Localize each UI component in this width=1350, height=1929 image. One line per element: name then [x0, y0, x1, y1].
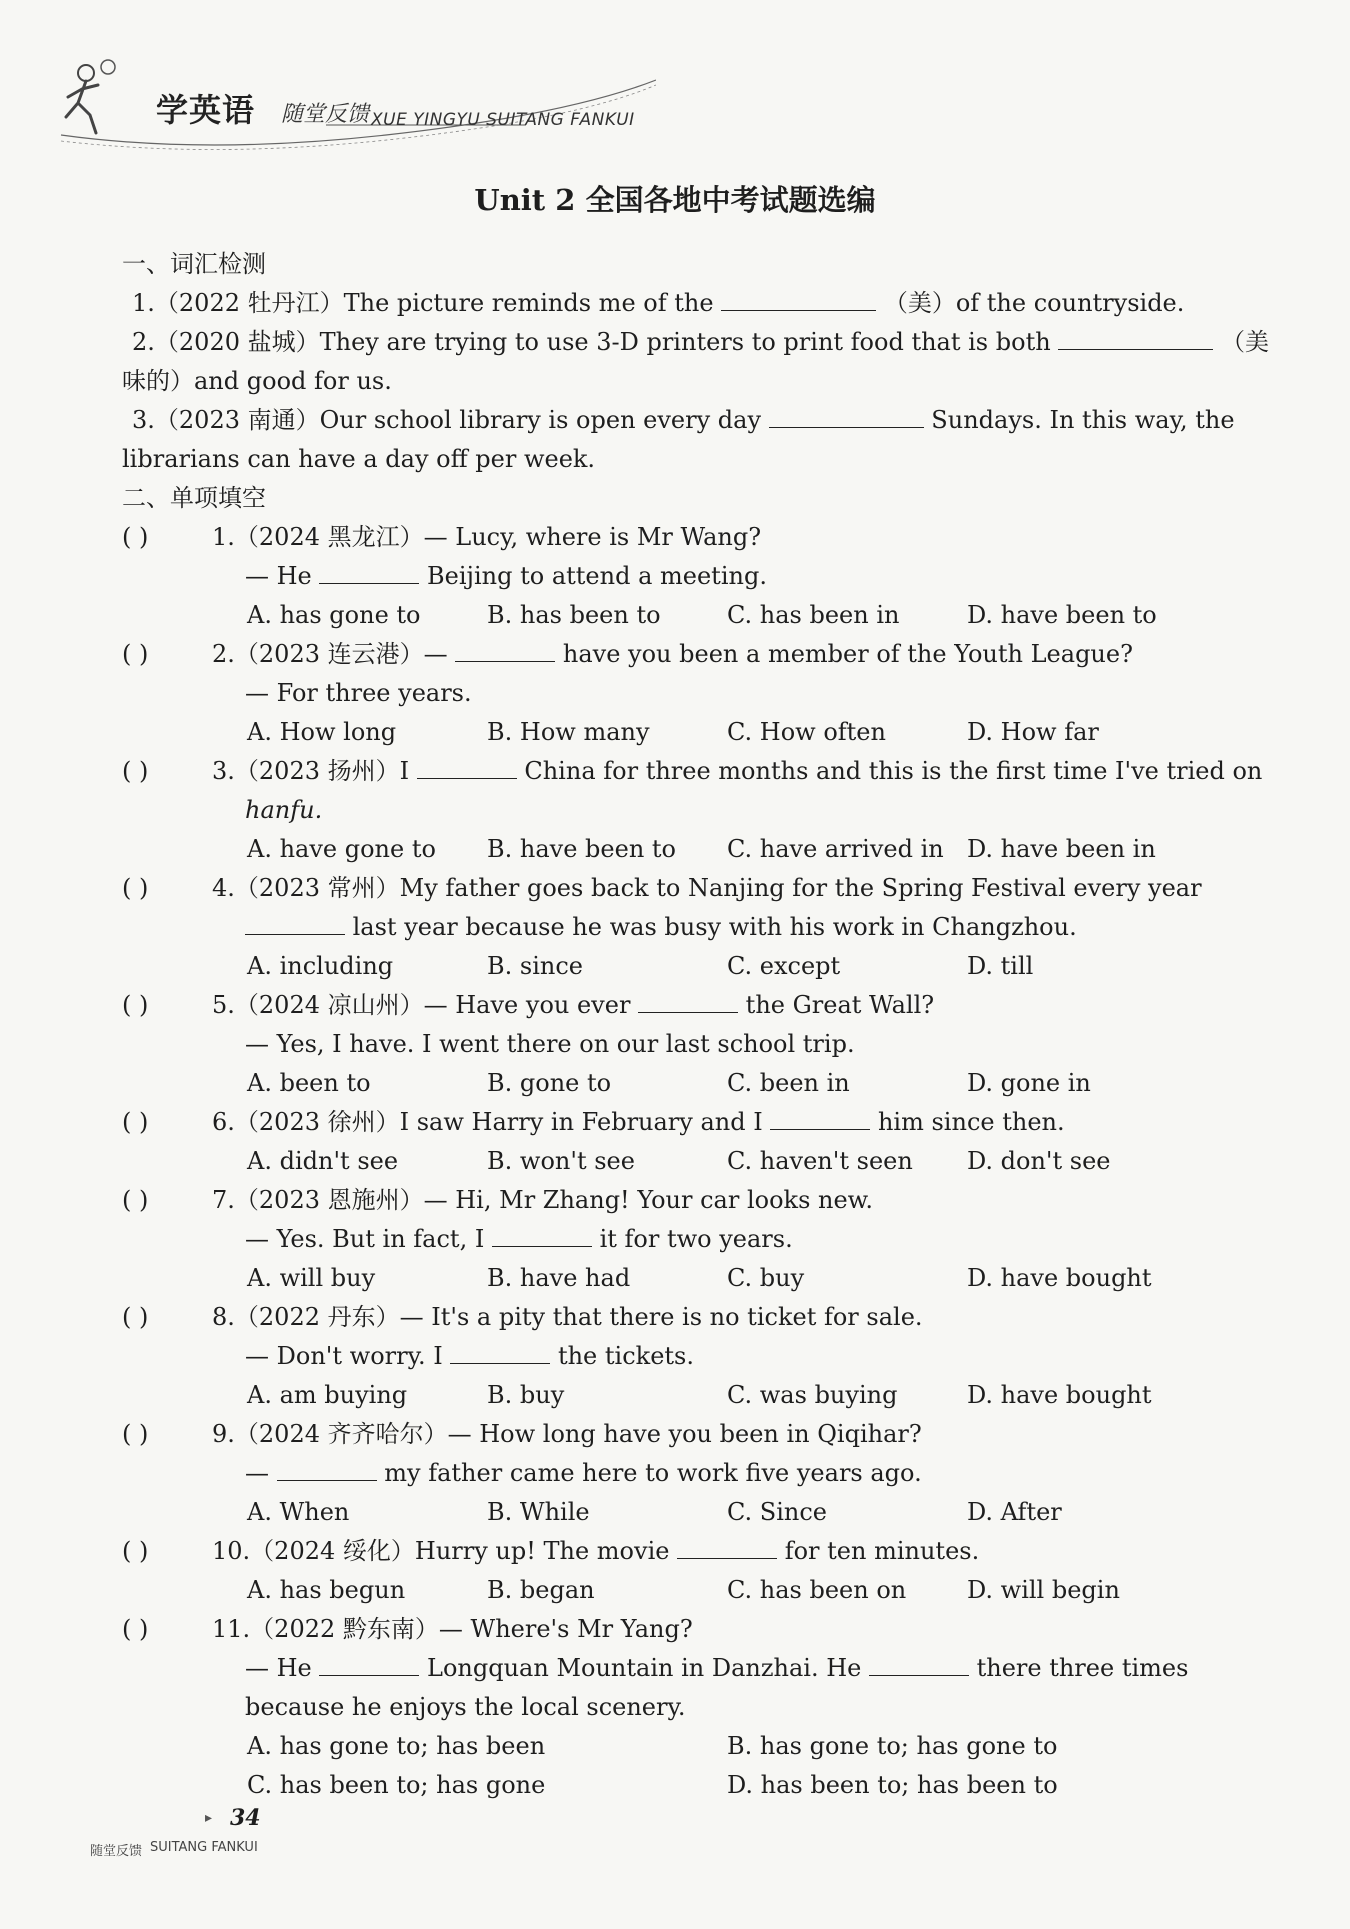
- question-line: [122, 1220, 1222, 1259]
- question-text-part: —: [423, 640, 456, 668]
- worksheet-body: [122, 245, 1269, 1805]
- options-row: [122, 1727, 1222, 1766]
- question-text: [212, 869, 1202, 908]
- question-line: [122, 1649, 1222, 1688]
- options-row: [122, 830, 1222, 869]
- question-text: [212, 635, 1133, 674]
- question-stem: [122, 1103, 1222, 1142]
- option-choice: B. gone to: [487, 1069, 612, 1097]
- item-number: 3.: [132, 406, 155, 434]
- option-choice: B. have been to: [487, 835, 676, 863]
- question-text-part: Longquan Mountain in Danzhai. He: [419, 1654, 869, 1682]
- item-text: （美: [1220, 328, 1269, 356]
- answer-blank[interactable]: [638, 992, 738, 1013]
- question-text-part: hanfu.: [245, 796, 323, 824]
- question-text-part: — He: [245, 562, 320, 590]
- question-text-part: Beijing to attend a meeting.: [419, 562, 767, 590]
- option-choice: C. How often: [727, 718, 886, 746]
- question-text-part: — For three years.: [245, 679, 472, 707]
- question-text-part: My father goes back to Nanjing for the Spring Festival every year: [399, 874, 1202, 902]
- question-text-part: the Great Wall?: [738, 991, 935, 1019]
- question-source: （2024 齐齐哈尔）: [234, 1420, 448, 1448]
- header-title: 学英语: [156, 91, 256, 129]
- question-text-part: — Don't worry. I: [245, 1342, 451, 1370]
- question-stem: [122, 1415, 1222, 1454]
- item-source: （2022 牡丹江）: [154, 289, 344, 317]
- question-number: 11.: [212, 1615, 251, 1643]
- option-choice: A. didn't see: [247, 1147, 399, 1175]
- option-choice: B. While: [487, 1498, 590, 1526]
- option-choice: D. have bought: [967, 1381, 1152, 1409]
- question-text-part: for ten minutes.: [777, 1537, 980, 1565]
- answer-blank[interactable]: [677, 1538, 777, 1559]
- question-stem: [122, 1298, 1222, 1337]
- question-line: [122, 674, 1222, 713]
- question-text-part: — Where's Mr Yang?: [438, 1615, 693, 1643]
- question-text-part: — Lucy, where is Mr Wang?: [423, 523, 762, 551]
- option-choice: A. will buy: [247, 1264, 376, 1292]
- option-choice: D. After: [967, 1498, 1062, 1526]
- answer-blank[interactable]: [1058, 329, 1213, 350]
- answer-blank[interactable]: [721, 290, 876, 311]
- question-source: （2022 黔东南）: [250, 1615, 439, 1643]
- question-source: （2024 黑龙江）: [234, 523, 424, 551]
- triangle-icon: ▸: [205, 1810, 213, 1826]
- question-text-part: China for three months and this is the first time I've tried on: [516, 757, 1263, 785]
- options-row: [122, 1064, 1222, 1103]
- item-text: （美）of the countryside.: [883, 289, 1185, 317]
- question-text-part: my father came here to work five years ago.: [376, 1459, 922, 1487]
- answer-blank[interactable]: [869, 1655, 969, 1676]
- item-source: （2020 盐城）: [154, 328, 320, 356]
- question-source: （2023 徐州）: [234, 1108, 400, 1136]
- item-text: 味的）and good for us.: [122, 367, 392, 395]
- question-text: [212, 1415, 922, 1454]
- options-row: [122, 1259, 1222, 1298]
- question-source: （2022 丹东）: [234, 1303, 400, 1331]
- question-stem: [122, 986, 1222, 1025]
- option-choice: B. have had: [487, 1264, 631, 1292]
- question-text: [212, 1610, 693, 1649]
- answer-blank[interactable]: [455, 641, 555, 662]
- option-choice: D. have been in: [967, 835, 1156, 863]
- question-line: [122, 791, 1222, 830]
- question-text-part: I: [399, 757, 417, 785]
- answer-blank[interactable]: [770, 1109, 870, 1130]
- answer-parentheses[interactable]: ( ): [122, 1186, 149, 1214]
- option-choice: A. When: [247, 1498, 350, 1526]
- section-heading: 二、单项填空: [122, 484, 266, 512]
- question-text-part: — Have you ever: [423, 991, 639, 1019]
- option-choice: B. since: [487, 952, 583, 980]
- question-stem: [122, 1610, 1222, 1649]
- question-number: 4.: [212, 874, 235, 902]
- item-source: （2023 南通）: [154, 406, 320, 434]
- question-text-part: I saw Harry in February and I: [399, 1108, 771, 1136]
- option-choice: C. buy: [727, 1264, 805, 1292]
- question-text: [212, 1298, 923, 1337]
- option-choice: D. have been to: [967, 601, 1157, 629]
- answer-blank[interactable]: [492, 1226, 592, 1247]
- option-choice: B. won't see: [487, 1147, 635, 1175]
- vocab-item: [122, 284, 1222, 323]
- option-choice: C. been in: [727, 1069, 850, 1097]
- question-line: [122, 908, 1222, 947]
- options-row: [122, 596, 1222, 635]
- question-stem: [122, 1532, 1222, 1571]
- option-choice: B. has gone to; has gone to: [727, 1732, 1058, 1760]
- question-text: [212, 752, 1262, 791]
- item-number: 2.: [132, 328, 155, 356]
- question-stem: [122, 1181, 1222, 1220]
- question-text-part: — Hi, Mr Zhang! Your car looks new.: [423, 1186, 873, 1214]
- question-stem: [122, 869, 1222, 908]
- question-source: （2024 凉山州）: [234, 991, 424, 1019]
- options-row: [122, 713, 1222, 752]
- question-line: [122, 557, 1222, 596]
- page-footer: [90, 1800, 390, 1860]
- question-number: 3.: [212, 757, 235, 785]
- options-row: [122, 947, 1222, 986]
- question-text: [212, 1181, 873, 1220]
- option-choice: A. has gone to: [247, 601, 421, 629]
- question-number: 8.: [212, 1303, 235, 1331]
- question-line: [122, 1025, 1222, 1064]
- option-choice: D. till: [967, 952, 1034, 980]
- options-row: [122, 1376, 1222, 1415]
- answer-parentheses[interactable]: ( ): [122, 1420, 149, 1448]
- item-number: 1.: [132, 289, 155, 317]
- question-text-part: Hurry up! The movie: [414, 1537, 678, 1565]
- option-choice: C. has been to; has gone: [247, 1771, 546, 1799]
- question-number: 6.: [212, 1108, 235, 1136]
- vocab-item: [122, 401, 1235, 440]
- option-choice: B. How many: [487, 718, 650, 746]
- section-heading: 一、词汇检测: [122, 250, 266, 278]
- option-choice: C. was buying: [727, 1381, 898, 1409]
- question-text-part: the tickets.: [550, 1342, 694, 1370]
- option-choice: A. been to: [247, 1069, 371, 1097]
- question-source: （2023 恩施州）: [234, 1186, 424, 1214]
- answer-parentheses[interactable]: ( ): [122, 1537, 149, 1565]
- question-text-part: last year because he was busy with his work in Changzhou.: [345, 913, 1077, 941]
- answer-parentheses[interactable]: ( ): [122, 1615, 149, 1643]
- answer-blank[interactable]: [319, 1655, 419, 1676]
- question-number: 2.: [212, 640, 235, 668]
- item-text: The picture reminds me of the: [343, 289, 714, 317]
- question-text: [212, 518, 761, 557]
- item-text: Our school library is open every day: [319, 406, 762, 434]
- question-text-part: —: [245, 1459, 277, 1487]
- option-choice: A. am buying: [247, 1381, 408, 1409]
- question-text: [212, 986, 934, 1025]
- option-choice: C. has been on: [727, 1576, 907, 1604]
- answer-blank[interactable]: [277, 1460, 377, 1481]
- question-line: [122, 1454, 1222, 1493]
- question-stem: [122, 752, 1263, 791]
- header-subtitle: 随堂反馈: [281, 102, 370, 127]
- question-source: （2024 绥化）: [250, 1537, 415, 1565]
- vocab-item-continuation: [122, 362, 1222, 401]
- question-text-part: because he enjoys the local scenery.: [245, 1693, 686, 1721]
- question-text-part: — It's a pity that there is no ticket for sale.: [399, 1303, 923, 1331]
- vocab-item-continuation: [122, 440, 1222, 479]
- option-choice: C. haven't seen: [727, 1147, 913, 1175]
- option-choice: D. gone in: [967, 1069, 1091, 1097]
- question-text-part: him since then.: [870, 1108, 1065, 1136]
- page-header: [56, 55, 656, 150]
- option-choice: D. has been to; has been to: [727, 1771, 1058, 1799]
- option-choice: D. How far: [967, 718, 1099, 746]
- item-text: librarians can have a day off per week.: [122, 445, 596, 473]
- option-choice: C. Since: [727, 1498, 827, 1526]
- question-number: 1.: [212, 523, 235, 551]
- question-text: [212, 1532, 979, 1571]
- answer-blank[interactable]: [769, 407, 924, 428]
- question-number: 5.: [212, 991, 235, 1019]
- question-text-part: — Yes. But in fact, I: [245, 1225, 492, 1253]
- question-line: [122, 1337, 1222, 1376]
- answer-parentheses[interactable]: ( ): [122, 874, 149, 902]
- vocab-item: [122, 323, 1269, 362]
- question-text-part: there three times: [968, 1654, 1189, 1682]
- answer-parentheses[interactable]: ( ): [122, 1303, 149, 1331]
- options-row: [122, 1493, 1222, 1532]
- option-choice: B. began: [487, 1576, 595, 1604]
- footer-cn-label: 随堂反馈: [90, 1844, 143, 1859]
- answer-blank[interactable]: [417, 758, 517, 779]
- answer-parentheses[interactable]: ( ): [122, 1108, 149, 1136]
- footer-en-label: SUITANG FANKUI: [150, 1840, 258, 1855]
- options-row: [122, 1142, 1222, 1181]
- question-text: [212, 1103, 1065, 1142]
- question-number: 9.: [212, 1420, 235, 1448]
- options-row: [122, 1571, 1222, 1610]
- question-source: （2023 扬州）: [234, 757, 400, 785]
- answer-blank[interactable]: [450, 1343, 550, 1364]
- answer-parentheses[interactable]: ( ): [122, 757, 149, 785]
- option-choice: D. will begin: [967, 1576, 1120, 1604]
- question-stem: [122, 518, 1222, 557]
- option-choice: A. have gone to: [247, 835, 436, 863]
- option-choice: C. has been in: [727, 601, 900, 629]
- option-choice: B. has been to: [487, 601, 661, 629]
- item-text: They are trying to use 3-D printers to print food that is both: [319, 328, 1051, 356]
- answer-parentheses[interactable]: ( ): [122, 523, 149, 551]
- option-choice: B. buy: [487, 1381, 565, 1409]
- question-number: 10.: [212, 1537, 251, 1565]
- question-number: 7.: [212, 1186, 235, 1214]
- option-choice: A. has gone to; has been: [247, 1732, 546, 1760]
- option-choice: D. don't see: [967, 1147, 1111, 1175]
- question-source: （2023 连云港）: [234, 640, 424, 668]
- question-stem: [122, 635, 1222, 674]
- option-choice: A. including: [247, 952, 394, 980]
- option-choice: A. How long: [247, 718, 397, 746]
- item-text: Sundays. In this way, the: [931, 406, 1235, 434]
- question-line: [122, 1688, 1222, 1727]
- header-pinyin: XUE YINGYU SUITANG FANKUI: [371, 110, 635, 130]
- question-text-part: — He: [245, 1654, 320, 1682]
- question-text-part: — Yes, I have. I went there on our last school trip.: [245, 1030, 855, 1058]
- option-choice: C. have arrived in: [727, 835, 944, 863]
- page-number: 34: [230, 1805, 261, 1831]
- option-choice: C. except: [727, 952, 841, 980]
- question-text-part: have you been a member of the Youth League?: [555, 640, 1133, 668]
- option-choice: A. has begun: [247, 1576, 406, 1604]
- question-source: （2023 常州）: [234, 874, 400, 902]
- option-choice: D. have bought: [967, 1264, 1152, 1292]
- page-title: Unit 2 全国各地中考试题选编: [474, 183, 876, 217]
- answer-blank[interactable]: [245, 914, 345, 935]
- answer-parentheses[interactable]: ( ): [122, 991, 149, 1019]
- answer-blank[interactable]: [319, 563, 419, 584]
- question-text-part: it for two years.: [591, 1225, 793, 1253]
- question-text-part: — How long have you been in Qiqihar?: [447, 1420, 922, 1448]
- answer-parentheses[interactable]: ( ): [122, 640, 149, 668]
